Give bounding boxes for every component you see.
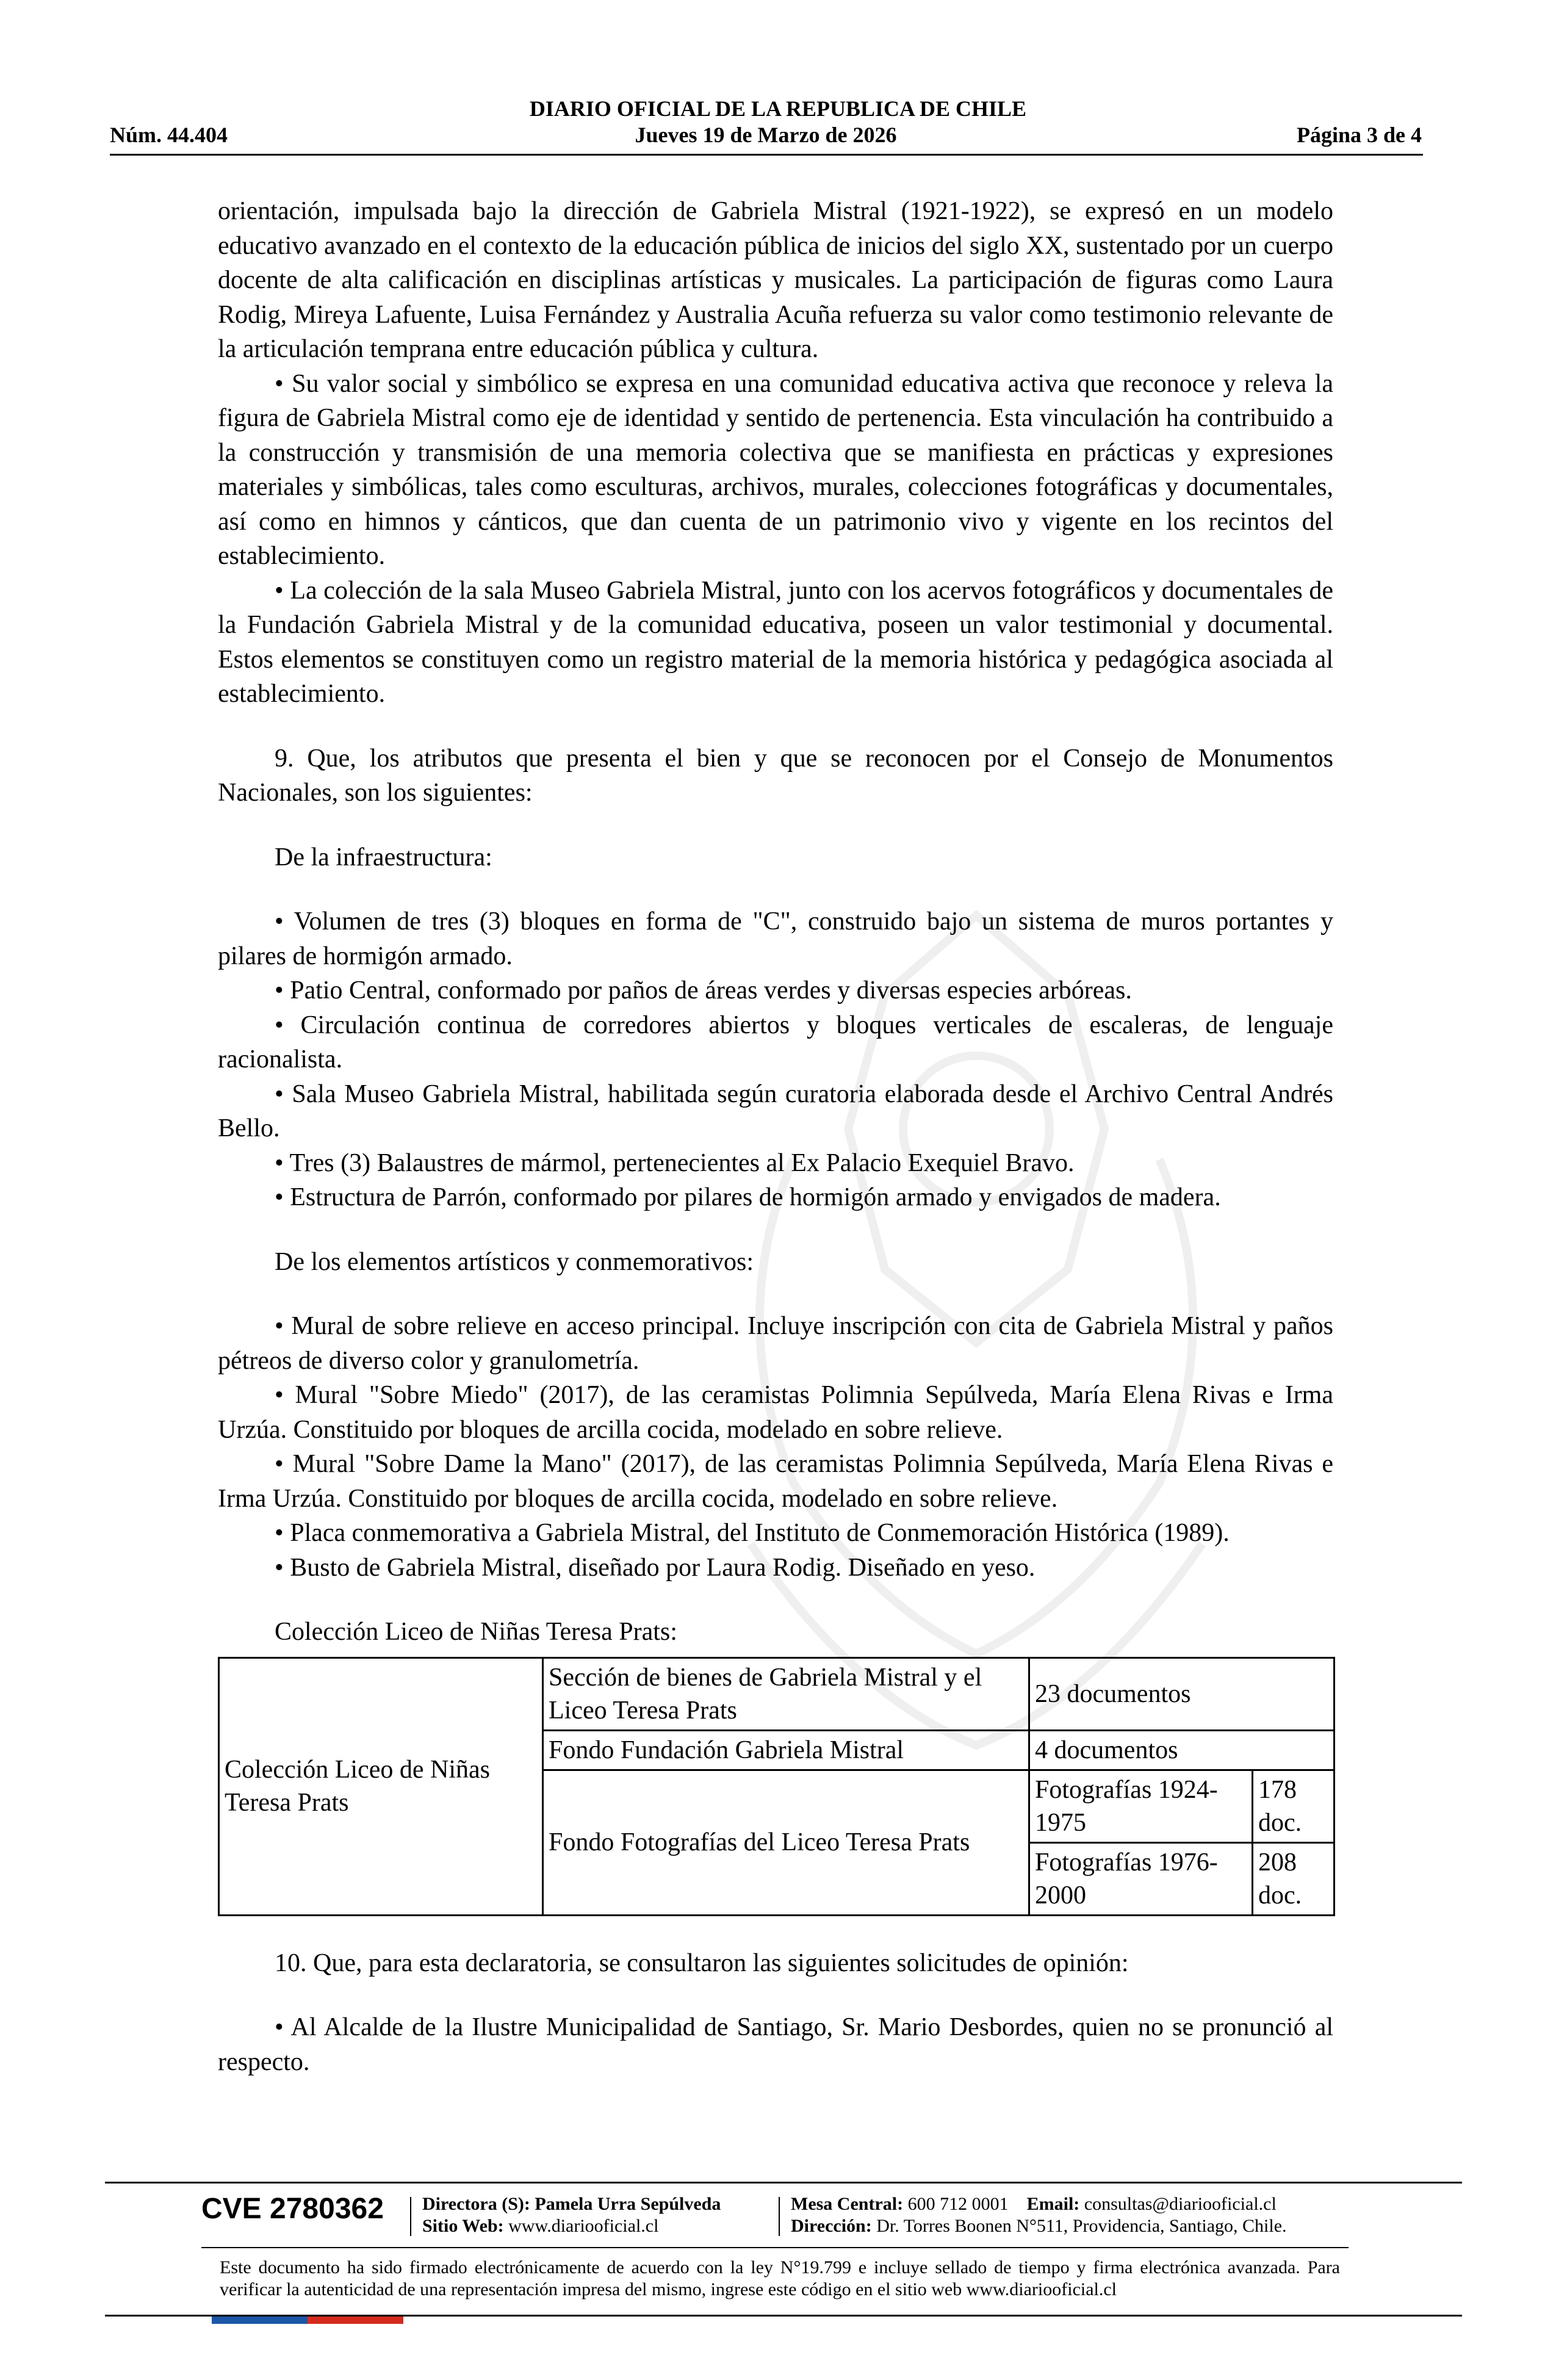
table-cell-photo-count: 178 doc. <box>1253 1770 1334 1842</box>
email-link[interactable]: consultas@diariooficial.cl <box>1084 2194 1277 2214</box>
list-item: • Mural de sobre relieve en acceso principal. Incluye inscripción con cita de Gabriela Mistral y paños pétreos de diverso color y granulometría. <box>218 1312 1333 1375</box>
paragraph-mayor: • Al Alcalde de la Ilustre Municipalidad de Santiago, Sr. Mario Desbordes, quien no se pronunció al respecto. <box>218 2013 1333 2076</box>
list-item: • Mural "Sobre Dame la Mano" (2017), de las ceramistas Polimnia Sepúlveda, María Elena Rivas e Irma Urzúa. Constituido por bloques de arcilla cocida, modelado en sobre relieve. <box>218 1450 1333 1513</box>
legal-notice: Este documento ha sido firmado electrónicamente de acuerdo con la ley N°19.799 e incluye sellado de tiempo y firma electrónica avanzada. Para verificar la autenticidad de una representación impresa del mismo, ingrese este código en el sitio web www.diariooficial.cl <box>220 2257 1340 2299</box>
address-text: Dr. Torres Boonen N°511, Providencia, Santiago, Chile. <box>876 2216 1287 2236</box>
paragraph-museum-collection: • La colección de la sala Museo Gabriela Mistral, junto con los acervos fotográficos y documentales de la Fundación Gabriela Mistral y de la comunidad educativa, poseen un valor testimonial y documental. Estos elementos se constituyen como un registro material de la memoria histórica y pedagógica asociada al establecimiento. <box>218 576 1333 708</box>
website-label: Sitio Web: <box>422 2216 504 2236</box>
footer-divider-middle <box>201 2247 1349 2248</box>
header-divider <box>110 154 1423 156</box>
list-item: • Circulación continua de corredores abiertos y bloques verticales de escaleras, de lenguaje racionalista. <box>218 1011 1333 1073</box>
issue-number: Núm. 44.404 <box>110 123 228 147</box>
footer-separator <box>410 2197 411 2236</box>
address-label: Dirección: <box>791 2216 872 2236</box>
table-cell-photo-count: 208 doc. <box>1253 1842 1334 1915</box>
director-label: Directora (S): <box>422 2194 530 2214</box>
table-cell-photo-label: Fotografías 1976-2000 <box>1029 1842 1253 1915</box>
table-cell-amount: 4 documentos <box>1029 1730 1334 1770</box>
table-cell-collection: Colección Liceo de Niñas Teresa Prats <box>219 1657 543 1915</box>
table-cell-photo-label: Fotografías 1924-1975 <box>1029 1770 1253 1842</box>
website-link[interactable]: www.diariooficial.cl <box>508 2216 659 2236</box>
page-number: Página 3 de 4 <box>1296 123 1422 147</box>
document-body <box>218 194 1333 2079</box>
infrastructure-heading: De la infraestructura: <box>275 843 492 871</box>
flag-blue-stripe <box>212 2317 308 2324</box>
list-item: • Volumen de tres (3) bloques en forma de "C", construido bajo un sistema de muros portantes y pilares de hormigón armado. <box>218 907 1333 970</box>
phone-number: 600 712 0001 <box>907 2194 1009 2214</box>
list-item: • Busto de Gabriela Mistral, diseñado por Laura Rodig. Diseñado en yeso. <box>275 1553 1036 1582</box>
footer-director-block <box>422 2193 721 2237</box>
artistic-elements-heading: De los elementos artísticos y conmemorativos: <box>275 1247 754 1276</box>
list-item: • Mural "Sobre Miedo" (2017), de las ceramistas Polimnia Sepúlveda, María Elena Rivas e Irma Urzúa. Constituido por bloques de arcilla cocida, modelado en sobre relieve. <box>218 1381 1333 1444</box>
list-item: • Placa conmemorativa a Gabriela Mistral, del Instituto de Conmemoración Histórica (1989). <box>275 1519 1230 1547</box>
footer-separator <box>779 2197 780 2236</box>
paragraph-social-value: • Su valor social y simbólico se expresa en una comunidad educativa activa que reconoce y releva la figura de Gabriela Mistral como eje de identidad y sentido de pertenencia. Esta vinculación ha contribuido a la construcción y transmisión de una memoria colectiva que se manifiesta en prácticas y expresiones materiales y simbólicas, tales como esculturas, archivos, murales, colecciones fotográficas y documentales, así como en himnos y cánticos, que dan cuenta de un patrimonio vivo y vigente en los recintos del establecimiento. <box>218 369 1333 570</box>
list-item: • Patio Central, conformado por paños de áreas verdes y diversas especies arbóreas. <box>275 976 1132 1004</box>
cve-code: CVE 2780362 <box>201 2193 384 2225</box>
flag-color-bar <box>212 2317 403 2324</box>
table-cell-section: Fondo Fotografías del Liceo Teresa Prats <box>543 1770 1029 1915</box>
list-item: • Estructura de Parrón, conformado por pilares de hormigón armado y envigados de madera. <box>275 1183 1221 1211</box>
footer-contact-block <box>791 2193 1287 2237</box>
table-row <box>219 1657 1334 1730</box>
newspaper-title: DIARIO OFICIAL DE LA REPUBLICA DE CHILE <box>529 96 1027 121</box>
paragraph-consultations: 10. Que, para esta declaratoria, se consultaron las siguientes solicitudes de opinión: <box>275 1949 1129 1977</box>
flag-red-stripe <box>308 2317 403 2324</box>
table-cell-amount: 23 documentos <box>1029 1657 1334 1730</box>
list-item: • Sala Museo Gabriela Mistral, habilitada según curatoria elaborada desde el Archivo Central Andrés Bello. <box>218 1080 1333 1142</box>
director-name: Pamela Urra Sepúlveda <box>535 2194 721 2214</box>
table-cell-section: Sección de bienes de Gabriela Mistral y el Liceo Teresa Prats <box>543 1657 1029 1730</box>
email-label: Email: <box>1026 2194 1080 2214</box>
collection-table <box>218 1657 1335 1916</box>
paragraph-attributes: 9. Que, los atributos que presenta el bien y que se reconocen por el Consejo de Monumentos Nacionales, son los siguientes: <box>218 744 1333 807</box>
list-item: • Tres (3) Balaustres de mármol, pertenecientes al Ex Palacio Exequiel Bravo. <box>275 1149 1075 1177</box>
collection-heading: Colección Liceo de Niñas Teresa Prats: <box>275 1618 677 1646</box>
phone-label: Mesa Central: <box>791 2194 904 2214</box>
footer-divider-top <box>105 2182 1462 2183</box>
paragraph-orientation: orientación, impulsada bajo la dirección de Gabriela Mistral (1921-1922), se expresó en un modelo educativo avanzado en el contexto de la educación pública de inicios del siglo XX, sustentado por un cuerpo docente de alta calificación en disciplinas artísticas y musicales. La participación de figuras como Laura Rodig, Mireya Lafuente, Luisa Fernández y Australia Acuña refuerza su valor como testimonio relevante de la articulación temprana entre educación pública y cultura. <box>218 197 1333 363</box>
table-cell-section: Fondo Fundación Gabriela Mistral <box>543 1730 1029 1770</box>
issue-date: Jueves 19 de Marzo de 2026 <box>635 123 897 147</box>
